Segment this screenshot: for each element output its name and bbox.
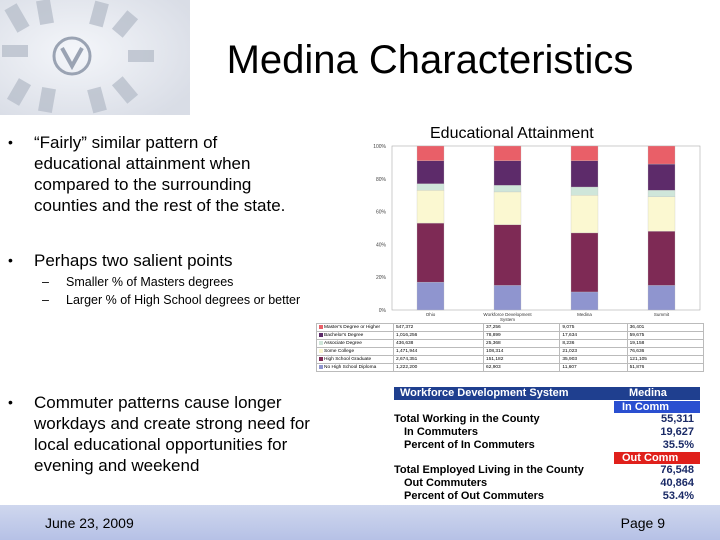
row-value: 40,864 <box>660 477 694 489</box>
legend-value: 21,023 <box>560 348 627 356</box>
bullet-1 <box>8 132 308 218</box>
legend-swatch <box>319 325 323 329</box>
y-tick-label: 80% <box>375 176 386 183</box>
footer-page: Page 9 <box>620 515 665 531</box>
legend-value: 151,182 <box>484 356 560 364</box>
legend-value: 8,236 <box>560 340 627 348</box>
bullet-text: Perhaps two salient points <box>34 251 233 270</box>
legend-swatch <box>319 357 323 361</box>
page-title: Medina Characteristics <box>226 38 634 82</box>
legend-swatch <box>319 341 323 345</box>
legend-value: 9,075 <box>560 324 627 332</box>
y-tick-label: 20% <box>375 275 386 282</box>
row-label: Total Employed Living in the County <box>394 464 584 476</box>
bullet-text: “Fairly” similar pattern of educational attainment when compared to the surrounding counties and the rest of the state. <box>34 133 286 215</box>
legend-value: 1,016,256 <box>394 332 484 340</box>
table-row <box>394 490 700 503</box>
bar-segment <box>571 187 598 195</box>
bar-segment <box>648 231 675 285</box>
legend-row <box>317 332 704 340</box>
table-row <box>394 464 700 477</box>
workforce-header <box>394 387 700 400</box>
in-commuters-tag <box>614 401 700 413</box>
bar-segment <box>648 190 675 197</box>
legend-value: 78,899 <box>484 332 560 340</box>
legend-value: 17,634 <box>560 332 627 340</box>
legend-label: Some College <box>324 349 355 354</box>
sub-bullet-text: Larger % of High School degrees or better <box>66 293 301 307</box>
x-tick-label: Workforce Development System <box>483 312 532 322</box>
bar-segment <box>571 146 598 161</box>
bar-segment <box>648 164 675 190</box>
x-tick-label: Medina <box>577 312 592 317</box>
bullet-symbol: • <box>8 134 13 150</box>
bar-segment <box>417 190 444 223</box>
legend-row <box>317 324 704 332</box>
legend-label: No High School Diploma <box>324 365 377 370</box>
legend-label-cell <box>317 348 394 356</box>
legend-value: 37,256 <box>484 324 560 332</box>
row-value: 76,548 <box>660 464 694 476</box>
legend-value: 547,372 <box>394 324 484 332</box>
legend-value: 51,876 <box>627 364 703 372</box>
legend-label-cell <box>317 356 394 364</box>
y-tick-label: 40% <box>375 242 386 249</box>
bar-segment <box>571 195 598 233</box>
bar-segment <box>417 282 444 310</box>
bar-segment <box>417 146 444 161</box>
legend-label: Associate Degree <box>324 341 362 346</box>
chart-title: Educational Attainment <box>430 125 594 142</box>
bar-segment <box>494 146 521 161</box>
bar-segment <box>417 161 444 184</box>
bar-segment <box>648 146 675 164</box>
legend-value: 11,607 <box>560 364 627 372</box>
legend-value: 76,636 <box>627 348 703 356</box>
bar-segment <box>494 161 521 186</box>
bullet-symbol: • <box>8 394 13 410</box>
row-label: Percent of In Commuters <box>404 439 535 451</box>
y-tick-label: 60% <box>375 209 386 216</box>
bullet-2 <box>8 250 308 272</box>
row-label: In Commuters <box>404 426 478 438</box>
table-row <box>394 477 700 490</box>
legend-row <box>317 348 704 356</box>
bullet-text: Commuter patterns cause longer workdays and create strong need for local educational opportunities for evening and weekend <box>34 393 310 475</box>
legend-value: 108,314 <box>484 348 560 356</box>
bar-segment <box>571 161 598 187</box>
header-region: Workforce Development System <box>400 387 569 399</box>
legend-swatch <box>319 365 323 369</box>
bar-segment <box>494 225 521 286</box>
dash-symbol: – <box>42 275 49 289</box>
legend-value: 59,675 <box>627 332 703 340</box>
table-row <box>394 426 700 439</box>
legend-value: 36,401 <box>627 324 703 332</box>
dash-symbol: – <box>42 293 49 307</box>
bar-segment <box>494 192 521 225</box>
legend-label-cell <box>317 324 394 332</box>
bar-segment <box>571 292 598 310</box>
legend-swatch <box>319 333 323 337</box>
row-value: 35.5% <box>662 439 694 451</box>
footer-bar <box>0 505 720 540</box>
legend-value: 436,638 <box>394 340 484 348</box>
bar-segment <box>571 233 598 292</box>
legend-value: 1,222,200 <box>394 364 484 372</box>
bar-segment <box>648 285 675 310</box>
x-tick-label: Ohio <box>425 312 436 317</box>
out-commuters-tag <box>614 452 700 464</box>
legend-label-cell <box>317 332 394 340</box>
bar-segment <box>494 285 521 310</box>
bullet-symbol: • <box>8 252 13 268</box>
bar-segment <box>417 184 444 191</box>
row-value: 55,311 <box>660 413 694 425</box>
row-value: 53.4% <box>662 490 694 502</box>
legend-label-cell <box>317 340 394 348</box>
legend-value: 35,903 <box>560 356 627 364</box>
legend-value: 2,674,351 <box>394 356 484 364</box>
row-label: Total Working in the County <box>394 413 540 425</box>
y-tick-label: 100% <box>373 144 386 150</box>
education-chart <box>360 140 705 325</box>
sub-bullet-1 <box>42 274 312 290</box>
legend-label: Master's Degree or Higher <box>324 325 381 330</box>
legend-label: High School Graduate <box>324 357 372 362</box>
bullet-3 <box>8 392 308 478</box>
legend-row <box>317 340 704 348</box>
row-value: 19,627 <box>660 426 694 438</box>
workforce-table <box>394 387 700 503</box>
legend-value: 25,368 <box>484 340 560 348</box>
bar-segment <box>494 185 521 192</box>
table-row <box>394 413 700 426</box>
legend-label: Bachelor's Degree <box>324 333 364 338</box>
legend-value: 121,105 <box>627 356 703 364</box>
legend-value: 1,471,944 <box>394 348 484 356</box>
legend-table <box>316 323 704 372</box>
footer-date: June 23, 2009 <box>45 515 134 531</box>
bar-segment <box>417 223 444 282</box>
legend-label-cell <box>317 364 394 372</box>
row-label: Percent of Out Commuters <box>404 490 544 502</box>
legend-value: 62,903 <box>484 364 560 372</box>
x-tick-label: Summit <box>653 312 670 317</box>
table-row <box>394 439 700 452</box>
header-county: Medina <box>629 387 667 399</box>
sub-bullet-text: Smaller % of Masters degrees <box>66 275 234 289</box>
row-label: Out Commuters <box>404 477 488 489</box>
y-tick-label: 0% <box>378 308 386 314</box>
bar-segment <box>648 197 675 231</box>
sub-bullet-2 <box>42 292 312 324</box>
tag-label: Out Comm <box>622 452 679 464</box>
legend-row <box>317 364 704 372</box>
tag-label: In Comm <box>622 401 670 413</box>
legend-swatch <box>319 349 323 353</box>
legend-value: 19,158 <box>627 340 703 348</box>
legend-row <box>317 356 704 364</box>
